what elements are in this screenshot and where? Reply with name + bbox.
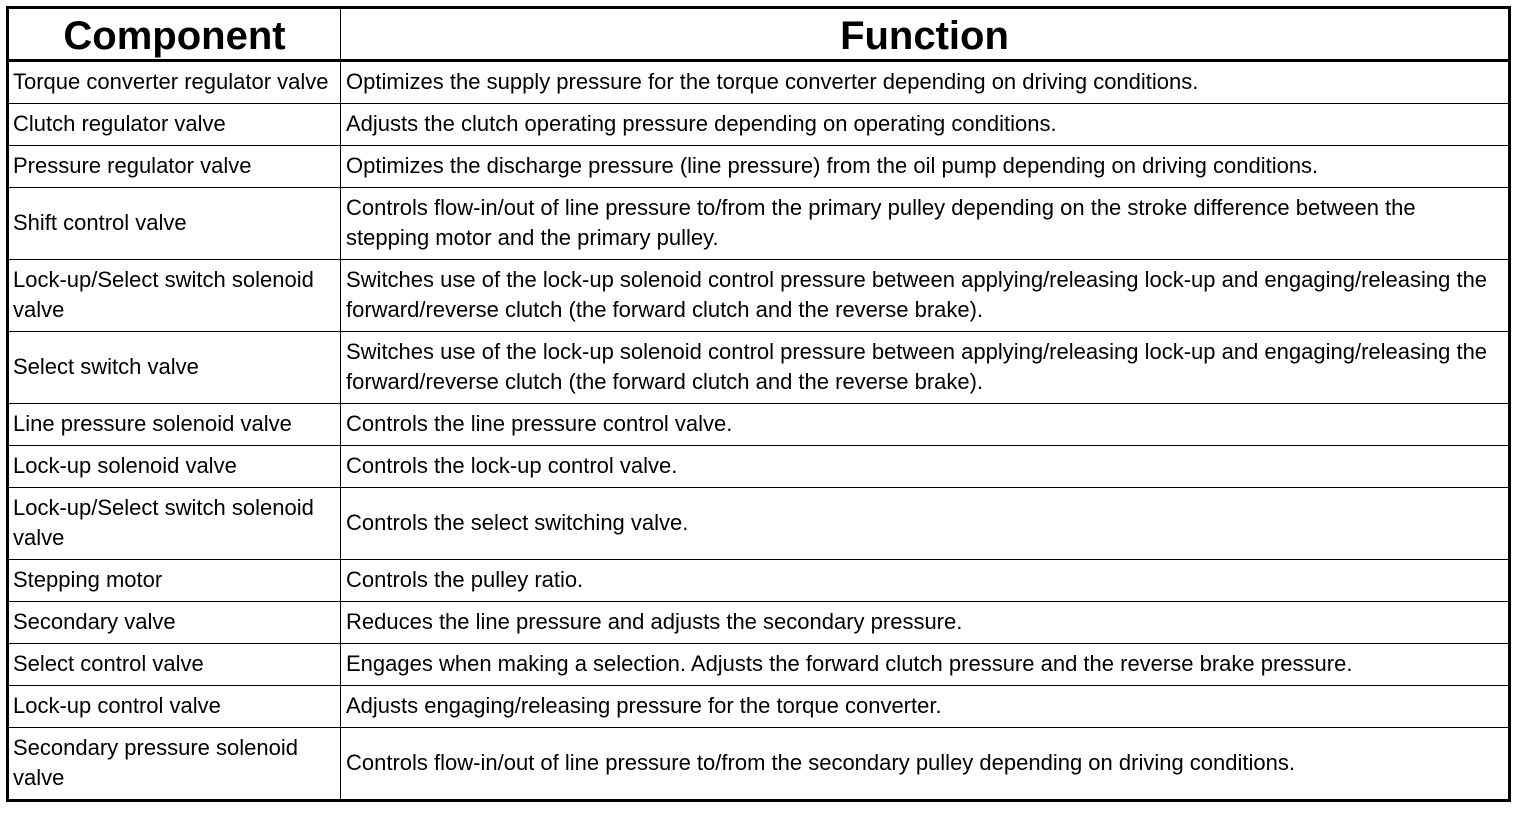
function-cell: Adjusts the clutch operating pressure depending on operating conditions. bbox=[341, 104, 1510, 146]
table-row bbox=[8, 61, 1510, 104]
function-cell: Controls flow-in/out of line pressure to/from the primary pulley depending on the stroke difference between the stepping motor and the primary pulley. bbox=[341, 188, 1510, 260]
component-cell: Select switch valve bbox=[8, 332, 341, 404]
table-row bbox=[8, 686, 1510, 728]
header-component: Component bbox=[8, 8, 341, 61]
component-cell: Lock-up control valve bbox=[8, 686, 341, 728]
function-cell: Controls the select switching valve. bbox=[341, 488, 1510, 560]
table-header bbox=[8, 8, 1510, 61]
function-cell: Reduces the line pressure and adjusts the secondary pressure. bbox=[341, 602, 1510, 644]
table-row bbox=[8, 188, 1510, 260]
component-cell: Shift control valve bbox=[8, 188, 341, 260]
header-function: Function bbox=[341, 8, 1510, 61]
function-cell: Optimizes the supply pressure for the torque converter depending on driving conditions. bbox=[341, 61, 1510, 104]
component-cell: Stepping motor bbox=[8, 560, 341, 602]
component-cell: Lock-up/Select switch solenoid valve bbox=[8, 488, 341, 560]
function-cell: Adjusts engaging/releasing pressure for the torque converter. bbox=[341, 686, 1510, 728]
component-function-table bbox=[6, 6, 1511, 802]
table-row bbox=[8, 602, 1510, 644]
function-cell: Controls the pulley ratio. bbox=[341, 560, 1510, 602]
table-row bbox=[8, 404, 1510, 446]
function-cell: Optimizes the discharge pressure (line pressure) from the oil pump depending on driving conditions. bbox=[341, 146, 1510, 188]
function-cell: Engages when making a selection. Adjusts the forward clutch pressure and the reverse brake pressure. bbox=[341, 644, 1510, 686]
function-cell: Switches use of the lock-up solenoid control pressure between applying/releasing lock-up and engaging/releasing the forward/reverse clutch (the forward clutch and the reverse brake). bbox=[341, 332, 1510, 404]
function-cell: Controls flow-in/out of line pressure to/from the secondary pulley depending on driving conditions. bbox=[341, 728, 1510, 801]
component-cell: Pressure regulator valve bbox=[8, 146, 341, 188]
table-row bbox=[8, 446, 1510, 488]
table-row bbox=[8, 644, 1510, 686]
component-cell: Torque converter regulator valve bbox=[8, 61, 341, 104]
component-cell: Lock-up/Select switch solenoid valve bbox=[8, 260, 341, 332]
function-cell: Controls the lock-up control valve. bbox=[341, 446, 1510, 488]
header-row bbox=[8, 8, 1510, 61]
component-cell: Secondary valve bbox=[8, 602, 341, 644]
table-row bbox=[8, 560, 1510, 602]
table-row bbox=[8, 104, 1510, 146]
component-cell: Secondary pressure solenoid valve bbox=[8, 728, 341, 801]
component-cell: Clutch regulator valve bbox=[8, 104, 341, 146]
function-cell: Switches use of the lock-up solenoid control pressure between applying/releasing lock-up and engaging/releasing the forward/reverse clutch (the forward clutch and the reverse brake). bbox=[341, 260, 1510, 332]
table-row bbox=[8, 728, 1510, 801]
table-row bbox=[8, 146, 1510, 188]
component-cell: Lock-up solenoid valve bbox=[8, 446, 341, 488]
component-cell: Line pressure solenoid valve bbox=[8, 404, 341, 446]
table-row bbox=[8, 260, 1510, 332]
function-cell: Controls the line pressure control valve. bbox=[341, 404, 1510, 446]
component-cell: Select control valve bbox=[8, 644, 341, 686]
table-row bbox=[8, 332, 1510, 404]
table-row bbox=[8, 488, 1510, 560]
table-body bbox=[8, 61, 1510, 801]
